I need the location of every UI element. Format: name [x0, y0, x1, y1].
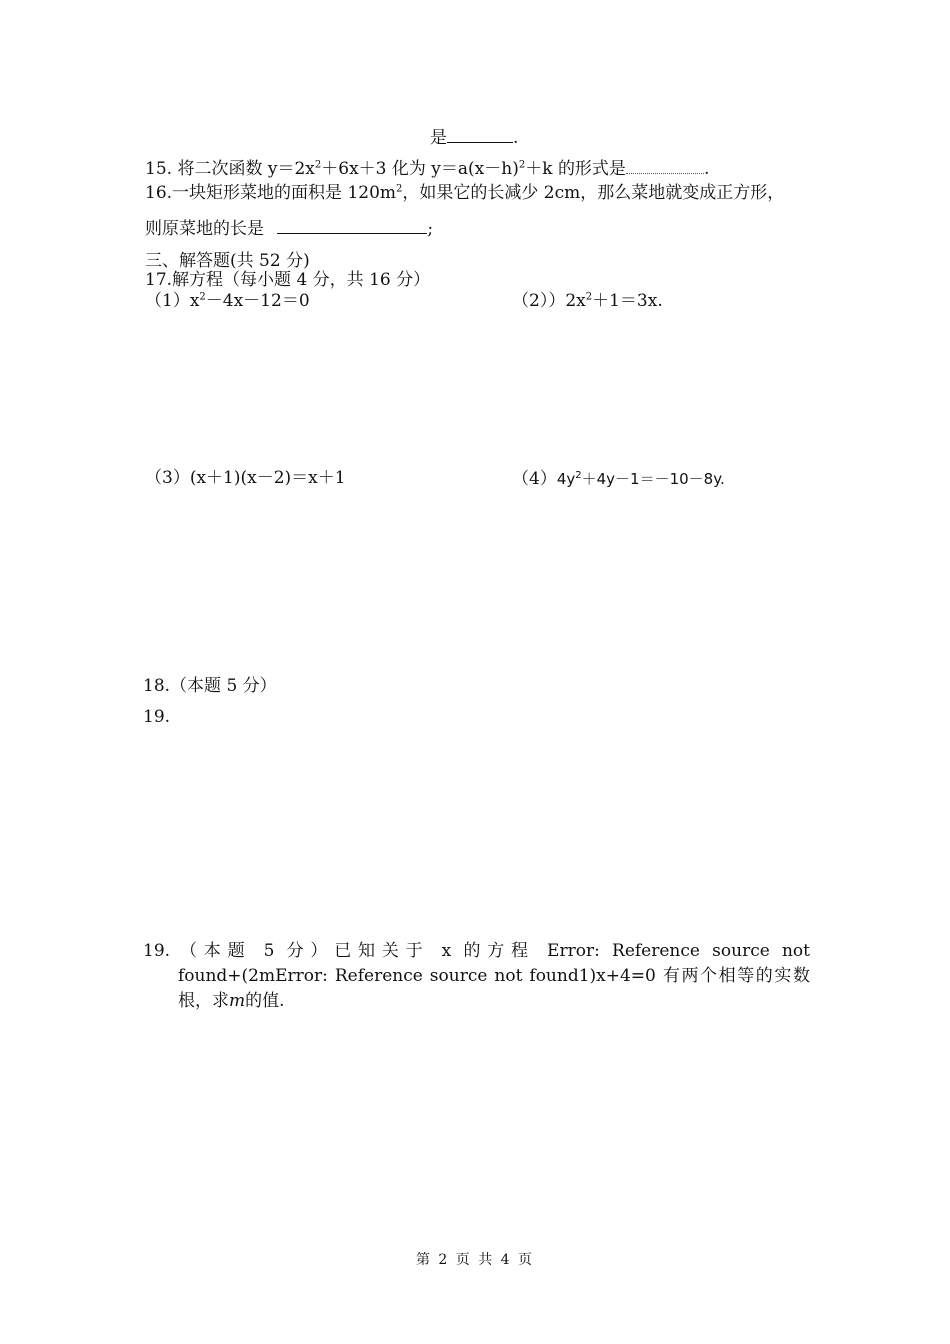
q15-tail: 的形式是 — [557, 159, 626, 179]
q17-part-1: $(1)x^2-4x-12=0$ — [145, 291, 310, 311]
question-16-line1: 16.一块矩形菜地的面积是 $120m^2$，如果它的长减少 2cm，那么菜地就变成正方形， — [145, 183, 785, 203]
section-title: 三、解答题(共 52 分) — [145, 251, 310, 271]
answer-blank — [277, 219, 427, 234]
top-fragment-text: 是 — [430, 128, 447, 148]
question-19-stub: 19. — [143, 707, 171, 727]
q15-mid: 化为 — [391, 159, 426, 179]
q17-part-2: $(2))2x^2+1=3x$. — [512, 291, 663, 311]
top-fragment-end: . — [513, 128, 519, 148]
question-19-line1: （本题 5 分）已知关于 x 的方程 Error: Reference source not — [180, 941, 810, 961]
top-fragment — [430, 128, 518, 148]
question-19-number: 19. — [143, 941, 171, 961]
q15-expression: $y=2x^2+6x+3$ — [267, 159, 387, 179]
question-19-line3: 根，求m的值. — [178, 991, 285, 1011]
question-18-title: 18.（本题 5 分） — [143, 676, 277, 696]
question-16-line2: 则原菜地的长是 ; — [145, 219, 434, 239]
q17-part-4: $(4)4y^2+4y-1=-10-8y$. — [512, 469, 725, 489]
q15-form: $y=a(x-h)^2+k$ — [431, 159, 553, 179]
question-17-title: 17.解方程（每小题 4 分，共 16 分） — [145, 270, 431, 290]
q15-number: 15. — [145, 159, 173, 179]
q17-part-3: （3）(x＋1)(x－2)＝x＋1 — [145, 468, 346, 488]
q15-end: . — [703, 159, 710, 179]
answer-blank — [447, 128, 513, 143]
q15-lead: 将二次函数 — [177, 159, 263, 179]
question-19-line2: found+(2mError: Reference source not found1)x+4=0 有两个相等的实数 — [178, 966, 810, 986]
question-15 — [145, 159, 709, 179]
page-footer: 第 2 页 共 4 页 — [415, 1252, 535, 1268]
variable-m: m — [229, 991, 246, 1011]
answer-blank — [626, 159, 704, 174]
